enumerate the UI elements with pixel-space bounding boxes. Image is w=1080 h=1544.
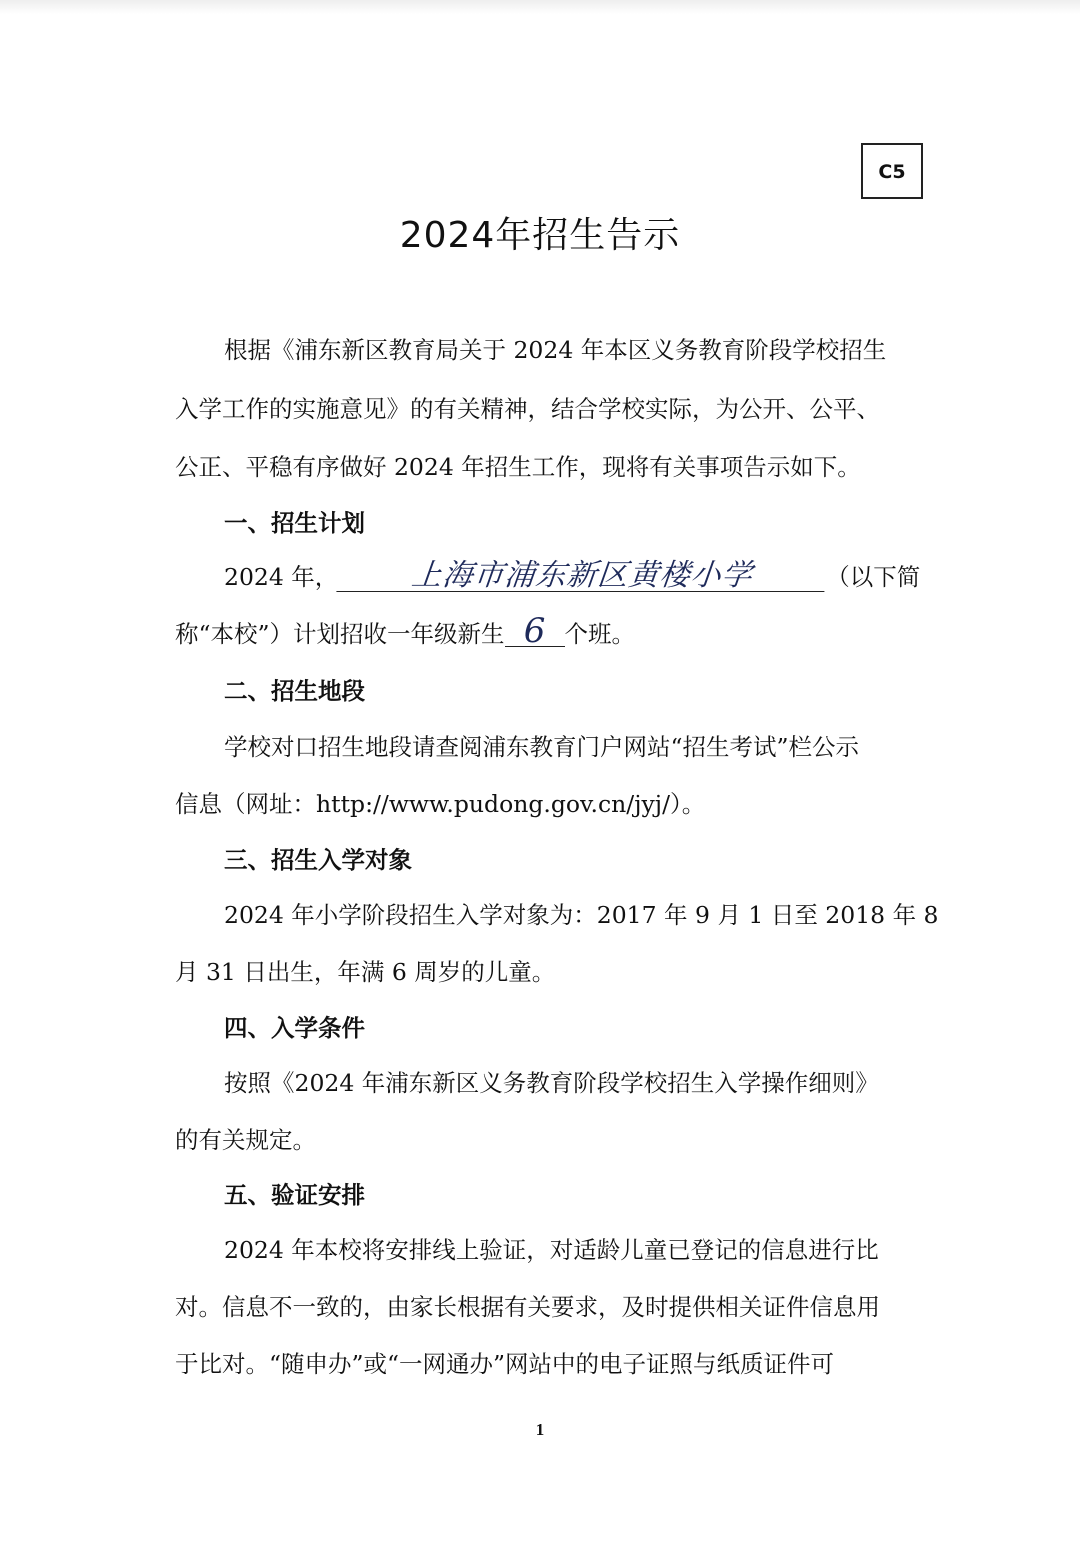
enrollment-plan-line-1	[224, 558, 920, 592]
enrollment-plan-line-2	[175, 611, 636, 651]
scan-edge-shadow	[0, 0, 1080, 14]
verification-line-2: 对。信息不一致的，由家长根据有关要求，及时提供相关证件信息用	[175, 1293, 880, 1321]
page-number: 1	[535, 1420, 545, 1439]
plan-text: 称“本校”）计划招收一年级新生	[175, 620, 505, 648]
section-heading-conditions: 四、入学条件	[224, 1014, 365, 1042]
eligibility-line-2: 月 31 日出生，年满 6 周岁的儿童。	[175, 958, 556, 986]
verification-line-1: 2024 年本校将安排线上验证，对适龄儿童已登记的信息进行比	[224, 1236, 879, 1264]
section-heading-verification: 五、验证安排	[224, 1181, 365, 1209]
eligibility-line-1: 2024 年小学阶段招生入学对象为：2017 年 9 月 1 日至 2018 年 8	[224, 901, 939, 929]
year-prefix: 2024 年，	[224, 563, 339, 591]
handwritten-class-count: 6	[505, 616, 565, 647]
intro-line-1: 根据《浦东新区教育局关于 2024 年本区义务教育阶段学校招生	[224, 336, 887, 364]
conditions-line-2: 的有关规定。	[175, 1126, 316, 1154]
intro-line-2: 入学工作的实施意见》的有关精神，结合学校实际，为公开、公平、	[175, 395, 880, 423]
section-heading-enrollment-plan: 一、招生计划	[224, 509, 365, 537]
verification-line-3: 于比对。“随申办”或“一网通办”网站中的电子证照与纸质证件可	[175, 1350, 835, 1378]
district-line-1: 学校对口招生地段请查阅浦东教育门户网站“招生考试”栏公示	[224, 733, 860, 761]
handwritten-school-name: 上海市浦东新区黄楼小学	[337, 561, 828, 592]
intro-line-3: 公正、平稳有序做好 2024 年招生工作，现将有关事项告示如下。	[175, 453, 861, 481]
page-title: 2024年招生告示	[399, 215, 681, 256]
section-heading-district: 二、招生地段	[224, 677, 365, 705]
conditions-line-1: 按照《2024 年浦东新区义务教育阶段学校招生入学操作细则》	[224, 1069, 879, 1097]
district-line-2: 信息（网址：http://www.pudong.gov.cn/jyj/）。	[175, 790, 706, 818]
abbrev-note: （以下简	[826, 563, 921, 591]
class-unit: 个班。	[564, 620, 636, 648]
section-heading-eligibility: 三、招生入学对象	[224, 846, 412, 874]
document-code-box: C5	[861, 143, 923, 199]
